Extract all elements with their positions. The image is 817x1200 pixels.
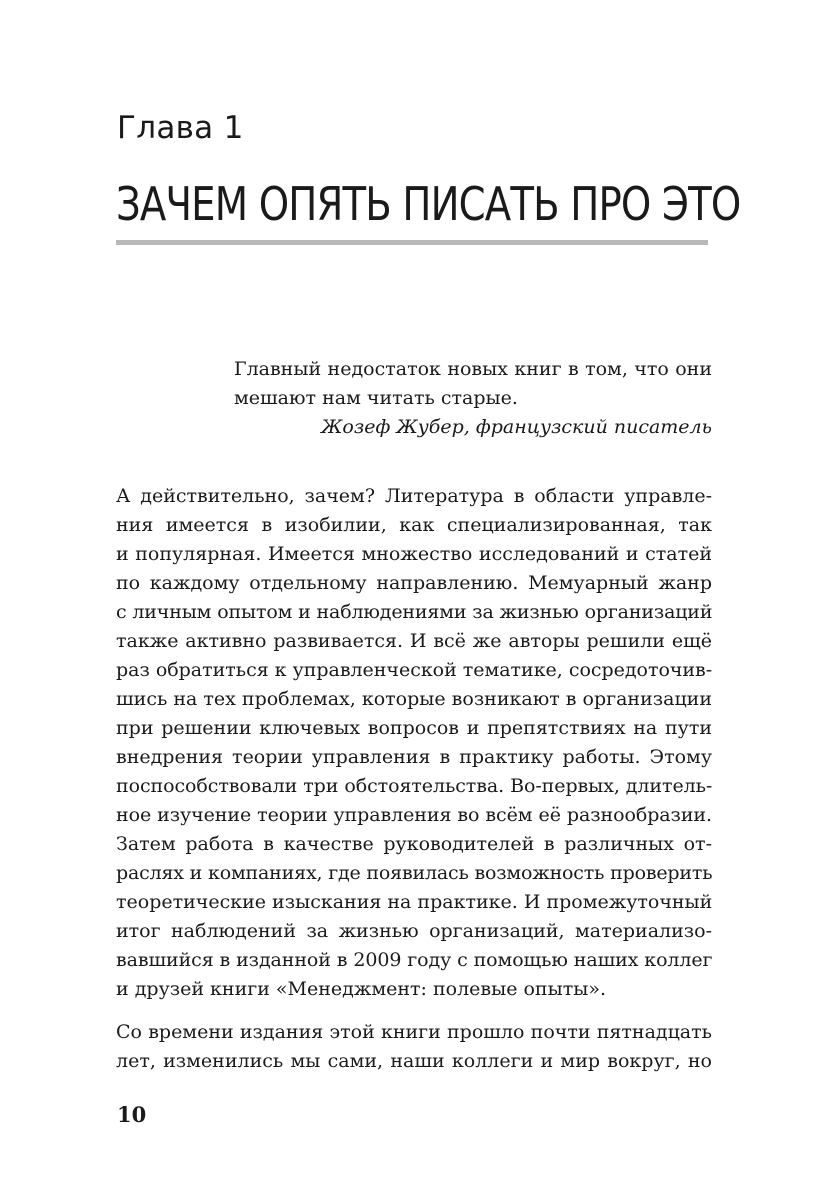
text-line: и друзей книги «Менеджмент: полевые опыты». xyxy=(116,978,607,1000)
text-line: и популярная. Имеется множество исследований и статей xyxy=(116,543,712,565)
text-line: при решении ключевых вопросов и препятствиях на пути xyxy=(116,717,712,739)
epigraph-author: Жозеф Жубер, французский писатель xyxy=(321,416,712,438)
text-line: также активно развивается. И всё же авторы решили ещё xyxy=(116,630,712,652)
epigraph-line: Главный недостаток новых книг в том, что они xyxy=(234,358,712,380)
epigraph xyxy=(234,355,712,442)
text-line: шись на тех проблемах, которые возникают в организации xyxy=(116,688,712,710)
text-line: поспособствовали три обстоятельства. Во-первых, длитель- xyxy=(116,775,712,797)
paragraph xyxy=(116,1018,712,1076)
text-line: ния имеется в изобилии, как специализированная, так xyxy=(116,514,712,536)
text-line: раслях и компаниях, где появилась возможность проверить xyxy=(116,862,712,884)
title-divider xyxy=(116,240,708,245)
text-line: Со времени издания этой книги прошло почти пятнадцать xyxy=(116,1021,712,1043)
text-line: итог наблюдений за жизнью организаций, материализо- xyxy=(116,920,712,942)
body-text xyxy=(116,482,712,1076)
text-line: с личным опытом и наблюдениями за жизнью организаций xyxy=(116,601,712,623)
text-line: раз обратиться к управленческой тематике, сосредоточив- xyxy=(116,659,712,681)
paragraph-gap xyxy=(116,1004,712,1018)
text-line: теоретические изыскания на практике. И промежуточный xyxy=(116,891,712,913)
paragraph xyxy=(116,482,712,1004)
chapter-label: Глава 1 xyxy=(117,110,244,146)
text-line: ное изучение теории управления во всём её разнообразии. xyxy=(116,804,712,826)
chapter-title: ЗАЧЕМ ОПЯТЬ ПИСАТЬ ПРО ЭТО xyxy=(116,177,741,231)
epigraph-line: мешают нам читать старые. xyxy=(234,387,518,409)
text-line: по каждому отдельному направлению. Мемуарный жанр xyxy=(116,572,712,594)
page-number: 10 xyxy=(117,1102,147,1127)
text-line: внедрения теории управления в практику работы. Этому xyxy=(116,746,712,768)
text-line: лет, изменились мы сами, наши коллеги и мир вокруг, но xyxy=(116,1050,712,1072)
text-line: вавшийся в изданной в 2009 году с помощью наших коллег xyxy=(116,949,712,971)
text-line: Затем работа в качестве руководителей в различных от- xyxy=(116,833,712,855)
text-line: А действительно, зачем? Литература в области управле- xyxy=(116,485,712,507)
